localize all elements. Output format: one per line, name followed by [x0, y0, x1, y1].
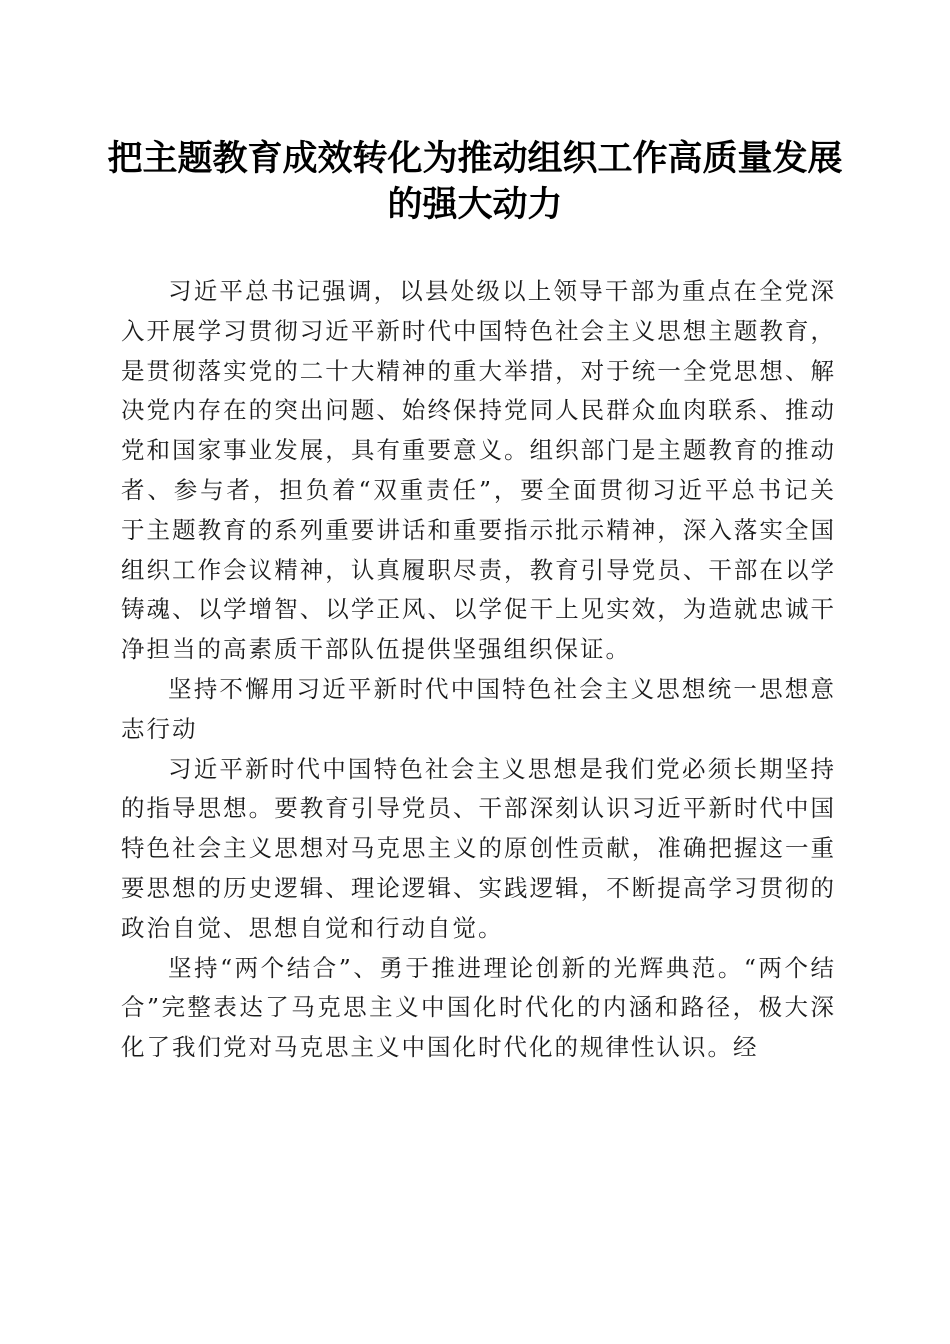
paragraph-two-combinations: 坚持“两个结合”、勇于推进理论创新的光辉典范。“两个结合”完整表达了马克思主义中国化时代化的内涵和路径，极大深化了我们党对马克思主义中国化时代化的规律性认识。经 [121, 953, 836, 1062]
paragraph-intro: 习近平总书记强调，以县处级以上领导干部为重点在全党深入开展学习贯彻习近平新时代中国特色社会主义思想主题教育，是贯彻落实党的二十大精神的重大举措，对于统一全党思想、解决党内存在的突出问题、始终保持党同人民群众血肉联系、推动党和国家事业发展，具有重要意义。组织部门是主题教育的推动者、参与者，担负着“双重责任”，要全面贯彻习近平总书记关于主题教育的系列重要讲话和重要指示批示精神，深入落实全国组织工作会议精神，认真履职尽责，教育引导党员、干部在以学铸魂、以学增智、以学正风、以学促干上见实效，为造就忠诚干净担当的高素质干部队伍提供坚强组织保证。 [121, 277, 836, 664]
paragraph-guiding-thought: 习近平新时代中国特色社会主义思想是我们党必须长期坚持的指导思想。要教育引导党员、干部深刻认识习近平新时代中国特色社会主义思想对马克思主义的原创性贡献，准确把握这一重要思想的历史逻辑、理论逻辑、实践逻辑，不断提高学习贯彻的政治自觉、思想自觉和行动自觉。 [121, 754, 836, 942]
document-body [121, 272, 836, 1068]
paragraph-section-heading: 坚持不懈用习近平新时代中国特色社会主义思想统一思想意志行动 [121, 674, 836, 743]
document-title: 把主题教育成效转化为推动组织工作高质量发展的强大动力 [107, 138, 843, 225]
